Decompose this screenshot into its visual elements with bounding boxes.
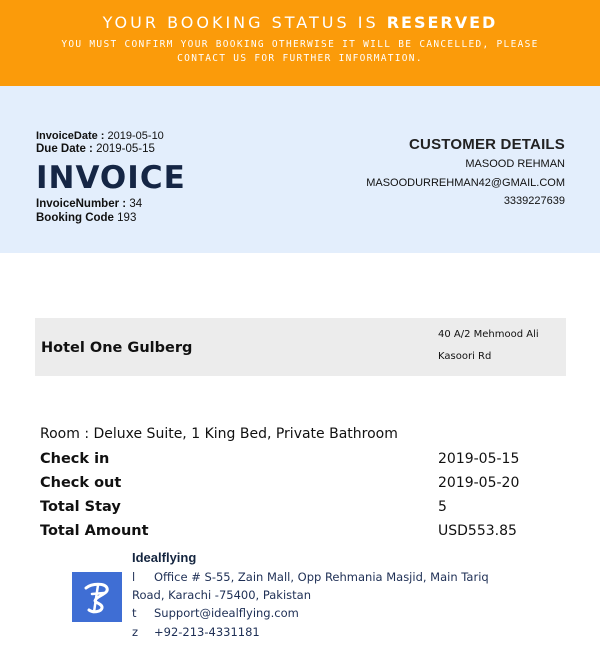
check-in-value: 2019-05-15: [438, 451, 520, 467]
invoice-title: INVOICE: [36, 160, 186, 196]
hotel-box: [35, 318, 566, 376]
booking-code: [36, 212, 136, 224]
booking-code-label: Booking Code: [36, 212, 114, 224]
customer-name: MASOOD REHMAN: [465, 158, 565, 170]
customer-phone: 3339227639: [503, 195, 565, 207]
booking-status-title: [0, 13, 600, 32]
booking-code-value: 193: [117, 212, 137, 224]
due-date-value: 2019-05-15: [96, 143, 155, 155]
due-date: [36, 143, 155, 155]
invoice-date-label: InvoiceDate :: [36, 130, 105, 142]
email-marker: t: [132, 606, 137, 620]
check-in-label: Check in: [40, 451, 110, 467]
hotel-address-line-2: Kasoori Rd: [438, 351, 492, 362]
check-out-value: 2019-05-20: [438, 475, 520, 491]
invoice-number: [36, 198, 142, 210]
invoice-number-value: 34: [129, 198, 143, 210]
customer-details-heading: CUSTOMER DETAILS: [409, 136, 565, 153]
status-message-line-2: CONTACT US FOR FURTHER INFORMATION.: [177, 53, 423, 64]
invoice-date-value: 2019-05-10: [107, 130, 164, 142]
status-prefix: YOUR BOOKING STATUS IS: [102, 13, 379, 32]
booking-status-banner: [0, 0, 600, 86]
address-marker: l: [132, 570, 136, 584]
footer-support-email[interactable]: Support@idealflying.com: [154, 606, 299, 620]
footer-phone: +92-213-4331181: [154, 625, 260, 639]
phone-marker: z: [132, 625, 139, 639]
footer-address-line-2: Road, Karachi -75400, Pakistan: [132, 588, 311, 602]
room-description: Room : Deluxe Suite, 1 King Bed, Private Bathroom: [40, 426, 398, 442]
footer-address-line-1: Office # S-55, Zain Mall, Opp Rehmania Masjid, Main Tariq: [154, 570, 489, 584]
idealflying-logo-icon: [72, 572, 122, 622]
logo-glyph: [72, 572, 122, 622]
footer-brand-name: Idealflying: [132, 550, 197, 565]
status-value: RESERVED: [386, 13, 498, 32]
hotel-name: Hotel One Gulberg: [41, 340, 193, 356]
status-message: [24, 38, 576, 66]
due-date-label: Due Date :: [36, 143, 93, 155]
total-amount-value: USD553.85: [438, 523, 517, 539]
total-stay-value: 5: [438, 499, 447, 515]
hotel-address: [438, 324, 563, 368]
total-stay-label: Total Stay: [40, 499, 121, 515]
status-message-line-1: YOU MUST CONFIRM YOUR BOOKING OTHERWISE IT WILL BE CANCELLED, PLEASE: [61, 39, 539, 50]
invoice-number-label: InvoiceNumber :: [36, 198, 127, 210]
check-out-label: Check out: [40, 475, 122, 491]
hotel-address-line-1: 40 A/2 Mehmood Ali: [438, 329, 539, 340]
invoice-date: [36, 130, 164, 142]
customer-email: MASOODURREHMAN42@GMAIL.COM: [366, 177, 565, 189]
total-amount-label: Total Amount: [40, 523, 149, 539]
